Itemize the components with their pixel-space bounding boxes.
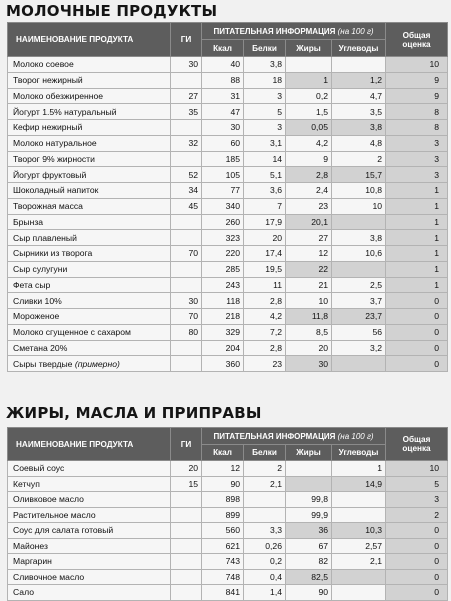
fat-cell: 90 <box>286 585 332 601</box>
fat-cell: 82 <box>286 554 332 570</box>
score-cell: 0 <box>386 585 448 601</box>
gi-cell <box>171 492 202 508</box>
carbs-cell: 15,7 <box>332 167 386 183</box>
score-cell: 0 <box>386 340 448 356</box>
table-row <box>8 104 448 120</box>
carbs-cell <box>332 492 386 508</box>
product-name-cell: Творог нежирный <box>8 72 171 88</box>
protein-cell: 2,8 <box>244 293 286 309</box>
protein-cell: 4,2 <box>244 309 286 325</box>
fats-section-title: ЖИРЫ, МАСЛА И ПРИПРАВЫ <box>6 404 262 422</box>
fat-cell: 10 <box>286 293 332 309</box>
fat-cell: 11,8 <box>286 309 332 325</box>
protein-cell: 3 <box>244 120 286 136</box>
nutrition-info-note: (на 100 г) <box>337 26 374 36</box>
kcal-cell: 260 <box>202 214 244 230</box>
score-cell: 3 <box>386 167 448 183</box>
score-cell: 10 <box>386 57 448 73</box>
kcal-cell: 12 <box>202 461 244 477</box>
gi-cell <box>171 585 202 601</box>
score-cell: 1 <box>386 277 448 293</box>
protein-header: Белки <box>244 40 286 57</box>
product-name-cell: Сало <box>8 585 171 601</box>
product-name-header: НАИМЕНОВАНИЕ ПРОДУКТА <box>8 23 171 57</box>
carbs-cell: 10,6 <box>332 246 386 262</box>
carbs-cell: 2,1 <box>332 554 386 570</box>
carbs-cell: 3,8 <box>332 120 386 136</box>
protein-cell: 1,4 <box>244 585 286 601</box>
kcal-header: Ккал <box>202 445 244 461</box>
dairy-table <box>7 22 448 372</box>
fat-cell: 20 <box>286 340 332 356</box>
kcal-cell: 243 <box>202 277 244 293</box>
gi-cell <box>171 523 202 539</box>
table-row <box>8 569 448 585</box>
product-name-cell: Йогурт фруктовый <box>8 167 171 183</box>
nutrition-info-header: ПИТАТЕЛЬНАЯ ИНФОРМАЦИЯ (на 100 г) <box>202 428 386 445</box>
fat-cell: 4,2 <box>286 135 332 151</box>
carbs-cell: 10 <box>332 198 386 214</box>
table-row <box>8 261 448 277</box>
product-name-cell: Соус для салата готовый <box>8 523 171 539</box>
product-name-cell: Творожная масса <box>8 198 171 214</box>
product-name-cell: Кефир нежирный <box>8 120 171 136</box>
product-name-cell: Соевый соус <box>8 461 171 477</box>
gi-cell: 70 <box>171 309 202 325</box>
kcal-cell: 898 <box>202 492 244 508</box>
score-cell: 1 <box>386 230 448 246</box>
protein-cell: 7 <box>244 198 286 214</box>
gi-cell <box>171 340 202 356</box>
score-cell: 0 <box>386 554 448 570</box>
table-row <box>8 523 448 539</box>
kcal-cell: 329 <box>202 324 244 340</box>
table-row <box>8 340 448 356</box>
carbs-cell: 3,8 <box>332 230 386 246</box>
carbs-cell: 2,5 <box>332 277 386 293</box>
carbs-cell: 14,9 <box>332 476 386 492</box>
fat-cell: 82,5 <box>286 569 332 585</box>
score-cell: 1 <box>386 246 448 262</box>
product-name-cell: Растительное масло <box>8 507 171 523</box>
carbs-header: Углеводы <box>332 40 386 57</box>
protein-cell: 2 <box>244 461 286 477</box>
protein-cell: 2,1 <box>244 476 286 492</box>
carbs-cell: 3,5 <box>332 104 386 120</box>
kcal-cell: 60 <box>202 135 244 151</box>
carbs-cell: 1,2 <box>332 72 386 88</box>
carbs-cell: 4,7 <box>332 88 386 104</box>
product-name-cell: Сыры твердые (примерно) <box>8 356 171 372</box>
score-cell: 0 <box>386 523 448 539</box>
dairy-table-body <box>8 57 448 372</box>
table-row <box>8 246 448 262</box>
carbs-cell <box>332 214 386 230</box>
protein-cell: 2,8 <box>244 340 286 356</box>
protein-cell: 17,4 <box>244 246 286 262</box>
protein-cell: 0,2 <box>244 554 286 570</box>
fat-header: Жиры <box>286 445 332 461</box>
score-header: Общая оценка <box>386 428 448 461</box>
table-row <box>8 135 448 151</box>
protein-cell: 23 <box>244 356 286 372</box>
table-row <box>8 324 448 340</box>
table-row <box>8 277 448 293</box>
fat-cell: 99,9 <box>286 507 332 523</box>
kcal-cell: 899 <box>202 507 244 523</box>
kcal-cell: 40 <box>202 57 244 73</box>
table-row <box>8 492 448 508</box>
protein-cell: 11 <box>244 277 286 293</box>
table-row <box>8 507 448 523</box>
product-name-cell: Мороженое <box>8 309 171 325</box>
table-row <box>8 57 448 73</box>
kcal-cell: 220 <box>202 246 244 262</box>
gi-cell: 45 <box>171 198 202 214</box>
kcal-cell: 841 <box>202 585 244 601</box>
fat-cell <box>286 57 332 73</box>
kcal-cell: 360 <box>202 356 244 372</box>
fat-cell <box>286 461 332 477</box>
gi-cell: 70 <box>171 246 202 262</box>
gi-cell <box>171 538 202 554</box>
kcal-cell: 340 <box>202 198 244 214</box>
score-cell: 1 <box>386 198 448 214</box>
gi-cell <box>171 72 202 88</box>
fat-cell: 2,4 <box>286 183 332 199</box>
score-cell: 1 <box>386 214 448 230</box>
gi-cell <box>171 261 202 277</box>
gi-cell <box>171 554 202 570</box>
gi-cell: 34 <box>171 183 202 199</box>
protein-cell: 20 <box>244 230 286 246</box>
table-row <box>8 183 448 199</box>
protein-header: Белки <box>244 445 286 461</box>
fat-cell: 12 <box>286 246 332 262</box>
product-name-cell: Сыр плавленый <box>8 230 171 246</box>
fat-cell: 36 <box>286 523 332 539</box>
carbs-cell <box>332 507 386 523</box>
protein-cell <box>244 492 286 508</box>
carbs-cell <box>332 356 386 372</box>
carbs-cell: 2 <box>332 151 386 167</box>
product-name-cell: Сыр сулугуни <box>8 261 171 277</box>
score-cell: 0 <box>386 569 448 585</box>
fat-cell: 30 <box>286 356 332 372</box>
carbs-cell <box>332 585 386 601</box>
gi-cell: 80 <box>171 324 202 340</box>
carbs-cell: 56 <box>332 324 386 340</box>
protein-cell: 3,6 <box>244 183 286 199</box>
table-row <box>8 198 448 214</box>
fat-cell: 67 <box>286 538 332 554</box>
product-name-cell: Молоко сгущенное с сахаром <box>8 324 171 340</box>
product-name-cell: Маргарин <box>8 554 171 570</box>
product-name-cell: Кетчуп <box>8 476 171 492</box>
kcal-cell: 743 <box>202 554 244 570</box>
table-row <box>8 309 448 325</box>
fat-cell: 21 <box>286 277 332 293</box>
table-row <box>8 554 448 570</box>
protein-cell: 18 <box>244 72 286 88</box>
product-name-note: (примерно) <box>74 358 120 369</box>
product-name-cell: Шоколадный напиток <box>8 183 171 199</box>
gi-cell: 52 <box>171 167 202 183</box>
score-cell: 0 <box>386 309 448 325</box>
product-name-cell: Сливочное масло <box>8 569 171 585</box>
fats-table <box>7 427 448 601</box>
gi-cell <box>171 507 202 523</box>
gi-cell <box>171 120 202 136</box>
kcal-cell: 90 <box>202 476 244 492</box>
product-name-cell: Творог 9% жирности <box>8 151 171 167</box>
table-row <box>8 120 448 136</box>
score-header: Общая оценка <box>386 23 448 57</box>
score-cell: 5 <box>386 476 448 492</box>
carbs-cell <box>332 569 386 585</box>
kcal-header: Ккал <box>202 40 244 57</box>
nutrition-info-note: (на 100 г) <box>337 431 374 441</box>
table-row <box>8 72 448 88</box>
carbs-cell: 10,8 <box>332 183 386 199</box>
gi-cell: 27 <box>171 88 202 104</box>
kcal-cell: 88 <box>202 72 244 88</box>
product-name-cell: Майонез <box>8 538 171 554</box>
score-cell: 8 <box>386 120 448 136</box>
score-cell: 0 <box>386 356 448 372</box>
gi-cell <box>171 277 202 293</box>
product-name-cell: Молоко натуральное <box>8 135 171 151</box>
product-name-cell: Сырники из творога <box>8 246 171 262</box>
product-name-cell: Фета сыр <box>8 277 171 293</box>
table-row <box>8 538 448 554</box>
fat-cell: 0,05 <box>286 120 332 136</box>
score-cell: 0 <box>386 293 448 309</box>
table-row <box>8 461 448 477</box>
gi-cell <box>171 230 202 246</box>
protein-cell: 5,1 <box>244 167 286 183</box>
score-cell: 3 <box>386 135 448 151</box>
carbs-cell <box>332 261 386 277</box>
score-cell: 8 <box>386 104 448 120</box>
protein-cell: 3,3 <box>244 523 286 539</box>
fat-header: Жиры <box>286 40 332 57</box>
kcal-cell: 621 <box>202 538 244 554</box>
kcal-cell: 204 <box>202 340 244 356</box>
product-name-cell: Молоко обезжиренное <box>8 88 171 104</box>
gi-cell: 15 <box>171 476 202 492</box>
protein-cell: 17,9 <box>244 214 286 230</box>
gi-cell <box>171 151 202 167</box>
score-cell: 10 <box>386 461 448 477</box>
score-cell: 0 <box>386 324 448 340</box>
carbs-cell: 4,8 <box>332 135 386 151</box>
protein-cell: 7,2 <box>244 324 286 340</box>
fat-cell: 1 <box>286 72 332 88</box>
protein-cell: 5 <box>244 104 286 120</box>
table-row <box>8 585 448 601</box>
nutrition-info-header: ПИТАТЕЛЬНАЯ ИНФОРМАЦИЯ (на 100 г) <box>202 23 386 40</box>
table-row <box>8 88 448 104</box>
gi-cell: 35 <box>171 104 202 120</box>
score-cell: 3 <box>386 151 448 167</box>
gi-cell: 32 <box>171 135 202 151</box>
protein-cell: 3 <box>244 88 286 104</box>
kcal-cell: 47 <box>202 104 244 120</box>
protein-cell: 3,8 <box>244 57 286 73</box>
table-row <box>8 476 448 492</box>
carbs-cell <box>332 57 386 73</box>
kcal-cell: 218 <box>202 309 244 325</box>
fat-cell: 8,5 <box>286 324 332 340</box>
product-name-cell: Йогурт 1.5% натуральный <box>8 104 171 120</box>
table-row <box>8 230 448 246</box>
score-cell: 0 <box>386 538 448 554</box>
gi-cell <box>171 569 202 585</box>
kcal-cell: 118 <box>202 293 244 309</box>
kcal-cell: 30 <box>202 120 244 136</box>
gi-cell <box>171 214 202 230</box>
kcal-cell: 560 <box>202 523 244 539</box>
gi-cell: 20 <box>171 461 202 477</box>
table-row <box>8 356 448 372</box>
kcal-cell: 748 <box>202 569 244 585</box>
protein-cell <box>244 507 286 523</box>
carbs-cell: 2,57 <box>332 538 386 554</box>
gi-header: ГИ <box>171 428 202 461</box>
score-cell: 2 <box>386 507 448 523</box>
fat-cell: 22 <box>286 261 332 277</box>
fat-cell: 2,8 <box>286 167 332 183</box>
product-name-cell: Сливки 10% <box>8 293 171 309</box>
score-cell: 9 <box>386 72 448 88</box>
fat-cell <box>286 476 332 492</box>
fat-cell: 23 <box>286 198 332 214</box>
score-cell: 9 <box>386 88 448 104</box>
carbs-cell: 3,7 <box>332 293 386 309</box>
kcal-cell: 31 <box>202 88 244 104</box>
fats-table-body <box>8 461 448 601</box>
carbs-cell: 1 <box>332 461 386 477</box>
protein-cell: 0,26 <box>244 538 286 554</box>
dairy-section-title: МОЛОЧНЫЕ ПРОДУКТЫ <box>6 2 218 20</box>
fat-cell: 27 <box>286 230 332 246</box>
gi-cell: 30 <box>171 57 202 73</box>
kcal-cell: 185 <box>202 151 244 167</box>
carbs-cell: 10,3 <box>332 523 386 539</box>
product-name-cell: Молоко соевое <box>8 57 171 73</box>
fat-cell: 20,1 <box>286 214 332 230</box>
protein-cell: 0,4 <box>244 569 286 585</box>
fat-cell: 0,2 <box>286 88 332 104</box>
gi-cell: 30 <box>171 293 202 309</box>
gi-cell <box>171 356 202 372</box>
product-name-cell: Оливковое масло <box>8 492 171 508</box>
carbs-header: Углеводы <box>332 445 386 461</box>
score-cell: 1 <box>386 183 448 199</box>
kcal-cell: 77 <box>202 183 244 199</box>
kcal-cell: 285 <box>202 261 244 277</box>
table-row <box>8 151 448 167</box>
table-row <box>8 167 448 183</box>
product-name-cell: Брынза <box>8 214 171 230</box>
table-row <box>8 293 448 309</box>
fat-cell: 9 <box>286 151 332 167</box>
gi-header: ГИ <box>171 23 202 57</box>
product-name-header: НАИМЕНОВАНИЕ ПРОДУКТА <box>8 428 171 461</box>
kcal-cell: 323 <box>202 230 244 246</box>
fat-cell: 99,8 <box>286 492 332 508</box>
carbs-cell: 3,2 <box>332 340 386 356</box>
table-row <box>8 214 448 230</box>
score-cell: 1 <box>386 261 448 277</box>
kcal-cell: 105 <box>202 167 244 183</box>
protein-cell: 3,1 <box>244 135 286 151</box>
score-cell: 3 <box>386 492 448 508</box>
protein-cell: 19,5 <box>244 261 286 277</box>
product-name-cell: Сметана 20% <box>8 340 171 356</box>
protein-cell: 14 <box>244 151 286 167</box>
carbs-cell: 23,7 <box>332 309 386 325</box>
fat-cell: 1,5 <box>286 104 332 120</box>
